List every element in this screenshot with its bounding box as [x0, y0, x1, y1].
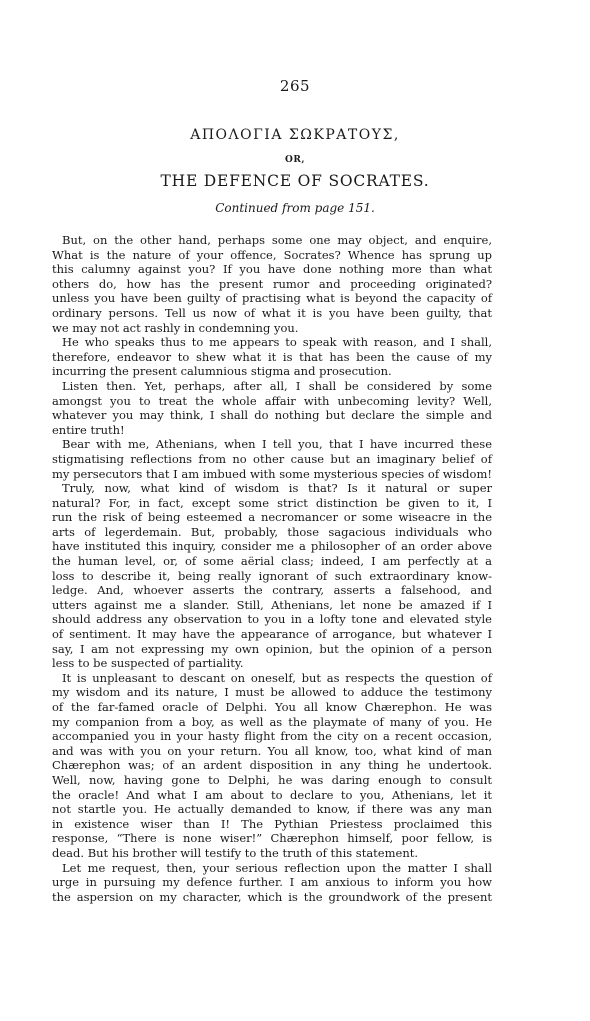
text-line: less to be suspected of partiality.: [52, 656, 244, 671]
text-line: the aspersion on my character, which is the groundwork of the present: [52, 889, 492, 904]
text-line: others do, how has the present rumor and proceeding originated?: [52, 276, 492, 291]
text-line: of sentiment. It may have the appearance of arrogance, but whatever I: [52, 627, 492, 642]
text-line: response, “There is none wiser!” Chærephon himself, poor fellow, is: [52, 831, 492, 846]
text-line: But, on the other hand, perhaps some one may object, and enquire,: [62, 233, 492, 247]
text-line: this calumny against you? If you have done nothing more than what: [52, 262, 492, 277]
text-line: He who speaks thus to me appears to speak with reason, and I shall,: [62, 335, 492, 350]
text-line: dead. But his brother will testify to the truth of this statement.: [52, 845, 419, 860]
text-line: therefore, endeavor to shew what it is that has been the cause of my: [52, 349, 492, 364]
text-line: entire truth!: [52, 422, 125, 437]
text-line: in existence wiser than I! The Pythian Priestess proclaimed this: [52, 816, 492, 831]
text-line: ordinary persons. Tell us now of what it is you have been guilty, that: [52, 305, 492, 320]
text-line: my wisdom and its nature, I must be allowed to adduce the testimony: [52, 685, 492, 700]
text-line: the human level, or, of some aërial class; indeed, I am perfectly at a: [52, 554, 492, 569]
text-line: Chærephon was; of an ardent disposition in any thing he undertook.: [52, 758, 492, 773]
text-line: accompanied you in your hasty flight from the city on a recent occasion,: [52, 729, 492, 744]
text-line: incurring the present calumnious stigma and prosecution.: [52, 364, 392, 379]
text-line: urge in pursuing my defence further. I am anxious to inform you how: [52, 875, 492, 890]
greek-title: ΑΠΟΛΟΓΙΑ ΣΩΚΡΑΤΟΥΣ,: [190, 127, 400, 143]
body-text: [52, 233, 492, 904]
text-line: Well, now, having gone to Delphi, he was daring enough to consult: [52, 772, 492, 787]
title-connector: OR,: [285, 155, 305, 165]
text-line: whatever you may think, I shall do nothing but declare the simple and: [52, 408, 492, 423]
continued-note: Continued from page 151.: [215, 201, 375, 215]
text-line: Bear with me, Athenians, when I tell you, that I have incurred these: [62, 437, 492, 452]
text-line: ledge. And, whoever asserts the contrary, asserts a falsehood, and: [52, 583, 492, 598]
text-line: the oracle! And what I am about to declare to you, Athenians, let it: [52, 787, 492, 802]
text-line: my persecutors that I am imbued with some mysterious species of wisdom!: [52, 466, 492, 481]
page-number: 265: [279, 77, 311, 95]
text-line: should address any observation to you in a lofty tone and elevated style: [52, 612, 492, 627]
text-line: my companion from a boy, as well as the playmate of many of you. He: [52, 714, 492, 729]
text-line: It is unpleasant to descant on oneself, but as respects the question of: [62, 670, 492, 685]
text-line: not startle you. He actually demanded to know, if there was any man: [52, 802, 492, 817]
text-line: unless you have been guilty of practising what is beyond the capacity of: [52, 291, 492, 306]
text-line: we may not act rashly in condemning you.: [52, 320, 299, 335]
text-line: What is the nature of your offence, Socrates? Whence has sprung up: [52, 247, 492, 262]
text-line: stigmatising reflections from no other cause but an imaginary belief of: [52, 451, 492, 466]
text-line: utters against me a slander. Still, Athenians, let none be amazed if I: [52, 597, 492, 612]
text-line: loss to describe it, being really ignorant of such extraordinary know-: [52, 568, 492, 583]
text-line: Truly, now, what kind of wisdom is that? Is it natural or super: [62, 481, 492, 496]
text-line: natural? For, in fact, except some strict distinction be given to it, I: [52, 495, 492, 510]
text-line: of the far-famed oracle of Delphi. You all know Chærephon. He was: [52, 700, 492, 714]
text-line: have instituted this inquiry, consider me a philosopher of an order above: [52, 539, 492, 554]
text-line: run the risk of being esteemed a necromancer or some wiseacre in the: [52, 510, 492, 525]
text-line: Listen then. Yet, perhaps, after all, I shall be considered by some: [62, 378, 492, 393]
text-line: arts of legerdemain. But, probably, those sagacious individuals who: [52, 524, 492, 539]
text-line: say, I am not expressing my own opinion, but the opinion of a person: [52, 641, 492, 656]
page-title: THE DEFENCE OF SOCRATES.: [160, 172, 430, 190]
text-line: Let me request, then, your serious reflection upon the matter I shall: [62, 860, 492, 875]
text-line: amongst you to treat the whole affair with unbecoming levity? Well,: [52, 393, 492, 408]
text-line: and was with you on your return. You all know, too, what kind of man: [52, 743, 492, 758]
